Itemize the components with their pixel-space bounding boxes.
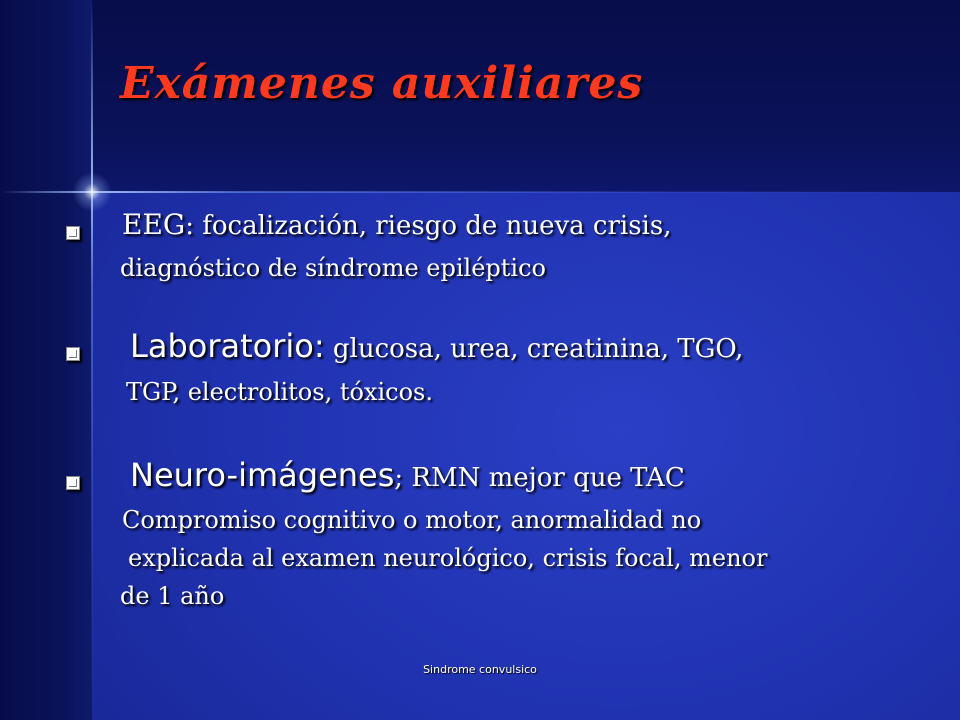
square-bullet-icon bbox=[66, 476, 80, 490]
bullet-key: Neuro-imágenes bbox=[130, 456, 395, 494]
vertical-glow-line bbox=[91, 0, 93, 720]
bullet-line: explicada al examen neurológico, crisis focal, menor bbox=[128, 544, 768, 572]
slide-title: Exámenes auxiliares bbox=[120, 58, 644, 109]
bullet-line bbox=[130, 327, 743, 365]
slide-footer: Sindrome convulsico bbox=[423, 663, 537, 676]
bullet-key: EEG bbox=[122, 208, 186, 241]
bullet-key: Laboratorio: bbox=[130, 327, 325, 365]
bullet-text: : focalización, riesgo de nueva crisis, bbox=[185, 211, 672, 241]
bullet-line bbox=[122, 208, 671, 241]
bullet-line bbox=[130, 456, 685, 494]
bullet-line: diagnóstico de síndrome epiléptico bbox=[120, 254, 546, 282]
square-bullet-icon bbox=[66, 226, 80, 240]
light-flare bbox=[72, 172, 112, 212]
bullet-line: de 1 año bbox=[120, 582, 225, 610]
bullet-text: glucosa, urea, creatinina, TGO, bbox=[324, 334, 744, 364]
bullet-line: Compromiso cognitivo o motor, anormalidad no bbox=[122, 506, 702, 534]
bullet-line: TGP, electrolitos, tóxicos. bbox=[126, 378, 433, 406]
square-bullet-icon bbox=[66, 347, 80, 361]
horizontal-glow-line bbox=[0, 191, 960, 193]
bullet-text: ; RMN mejor que TAC bbox=[394, 463, 685, 493]
